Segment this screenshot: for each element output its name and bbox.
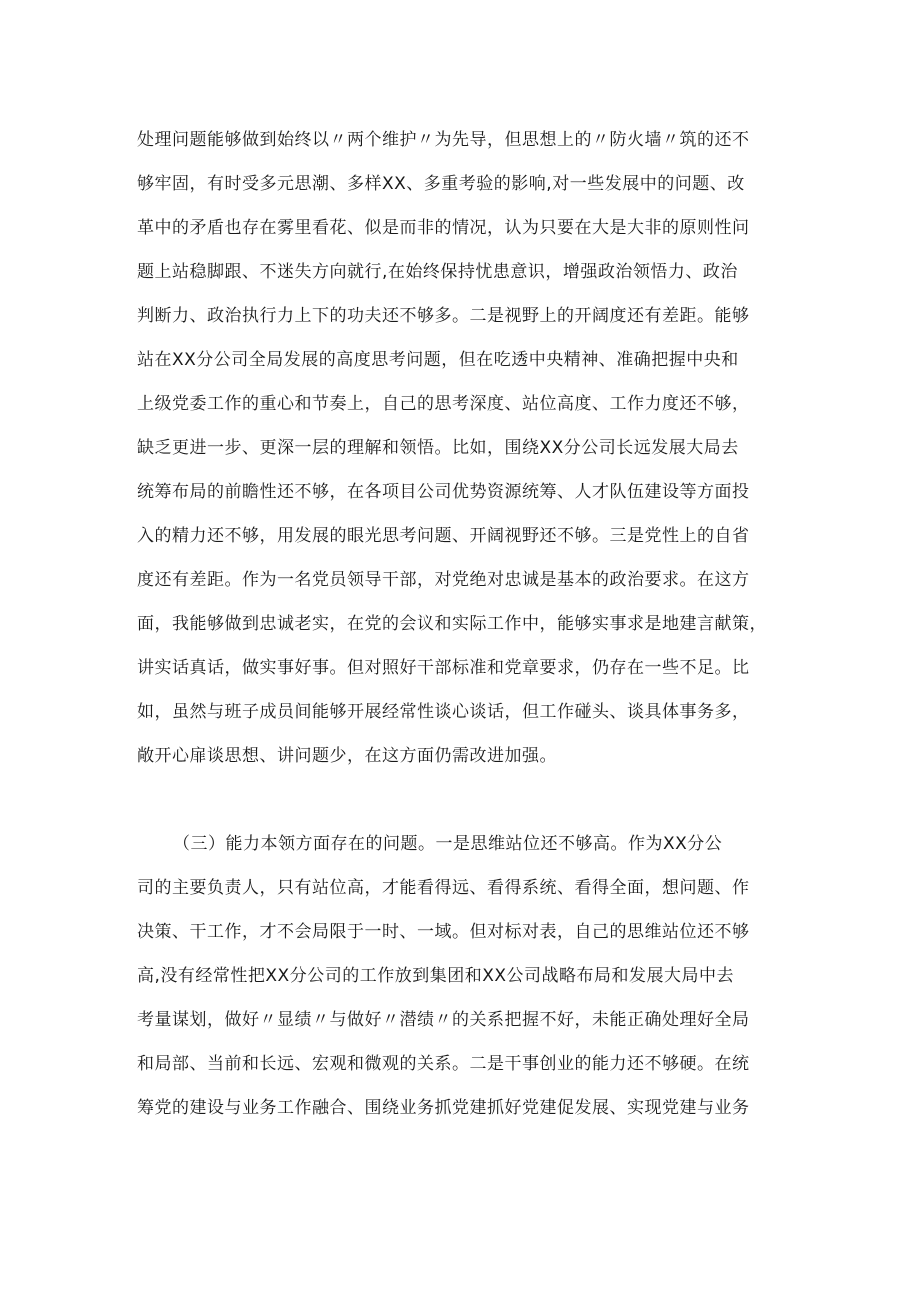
text-line: 高,没有经常性把XX分公司的工作放到集团和XX公司战略布局和发展大局中去 [137, 966, 734, 986]
text-line: 筹党的建设与业务工作融合、围绕业务抓党建抓好党建促发展、实现党建与业务 [137, 1098, 750, 1118]
text-line: 如，虽然与班子成员间能够开展经常性谈心谈话，但工作碰头、谈具体事务多， [137, 702, 750, 722]
text-line: 讲实话真话，做实事好事。但对照好干部标准和党章要求，仍存在一些不足。比 [137, 658, 750, 678]
text-line: 够牢固，有时受多元思潮、多样XX、多重考验的影响,对一些发展中的问题、改 [137, 174, 745, 194]
text-line: 决策、干工作，才不会局限于一时、一域。但对标对表，自己的思维站位还不够 [137, 922, 750, 942]
text-line: 判断力、政治执行力上下的功夫还不够多。二是视野上的开阔度还有差距。能够 [137, 306, 750, 326]
text-line: 处理问题能够做到始终以〃两个维护〃为先导，但思想上的〃防火墙〃筑的还不 [137, 130, 750, 150]
text-line: 敞开心扉谈思想、讲问题少，在这方面仍需改进加强。 [137, 746, 557, 766]
paragraph-section-3 [137, 822, 785, 1130]
text-line: 上级党委工作的重心和节奏上，自己的思考深度、站位高度、工作力度还不够， [137, 394, 750, 414]
text-line: 统筹布局的前瞻性还不够，在各项目公司优势资源统筹、人才队伍建设等方面投 [137, 482, 750, 502]
paragraph-body-1 [137, 118, 785, 778]
text-line: 面，我能够做到忠诚老实，在党的会议和实际工作中，能够实事求是地建言献策， [137, 614, 767, 634]
text-line: 站在XX分公司全局发展的高度思考问题，但在吃透中央精神、准确把握中央和 [137, 350, 739, 370]
text-line: 司的主要负责人，只有站位高，才能看得远、看得系统、看得全面，想问题、作 [137, 878, 750, 898]
text-line: 度还有差距。作为一名党员领导干部，对党绝对忠诚是基本的政治要求。在这方 [137, 570, 750, 590]
text-line: 和局部、当前和长远、宏观和微观的关系。二是干事创业的能力还不够硬。在统 [137, 1054, 750, 1074]
text-line: 题上站稳脚跟、不迷失方向就行,在始终保持忧患意识，增强政治领悟力、政治 [137, 262, 738, 282]
text-line: 考量谋划，做好〃显绩〃与做好〃潜绩〃的关系把握不好，未能正确处理好全局 [137, 1010, 750, 1030]
text-line: 革中的矛盾也存在雾里看花、似是而非的情况，认为只要在大是大非的原则性问 [137, 218, 750, 238]
text-line: 入的精力还不够，用发展的眼光思考问题、开阔视野还不够。三是党性上的自省 [137, 526, 750, 546]
section-heading-line: （三）能力本领方面存在的问题。一是思维站位还不够高。作为XX分公 [173, 834, 723, 854]
text-line: 缺乏更进一步、更深一层的理解和领悟。比如，围绕XX分公司长远发展大局去 [137, 438, 739, 458]
